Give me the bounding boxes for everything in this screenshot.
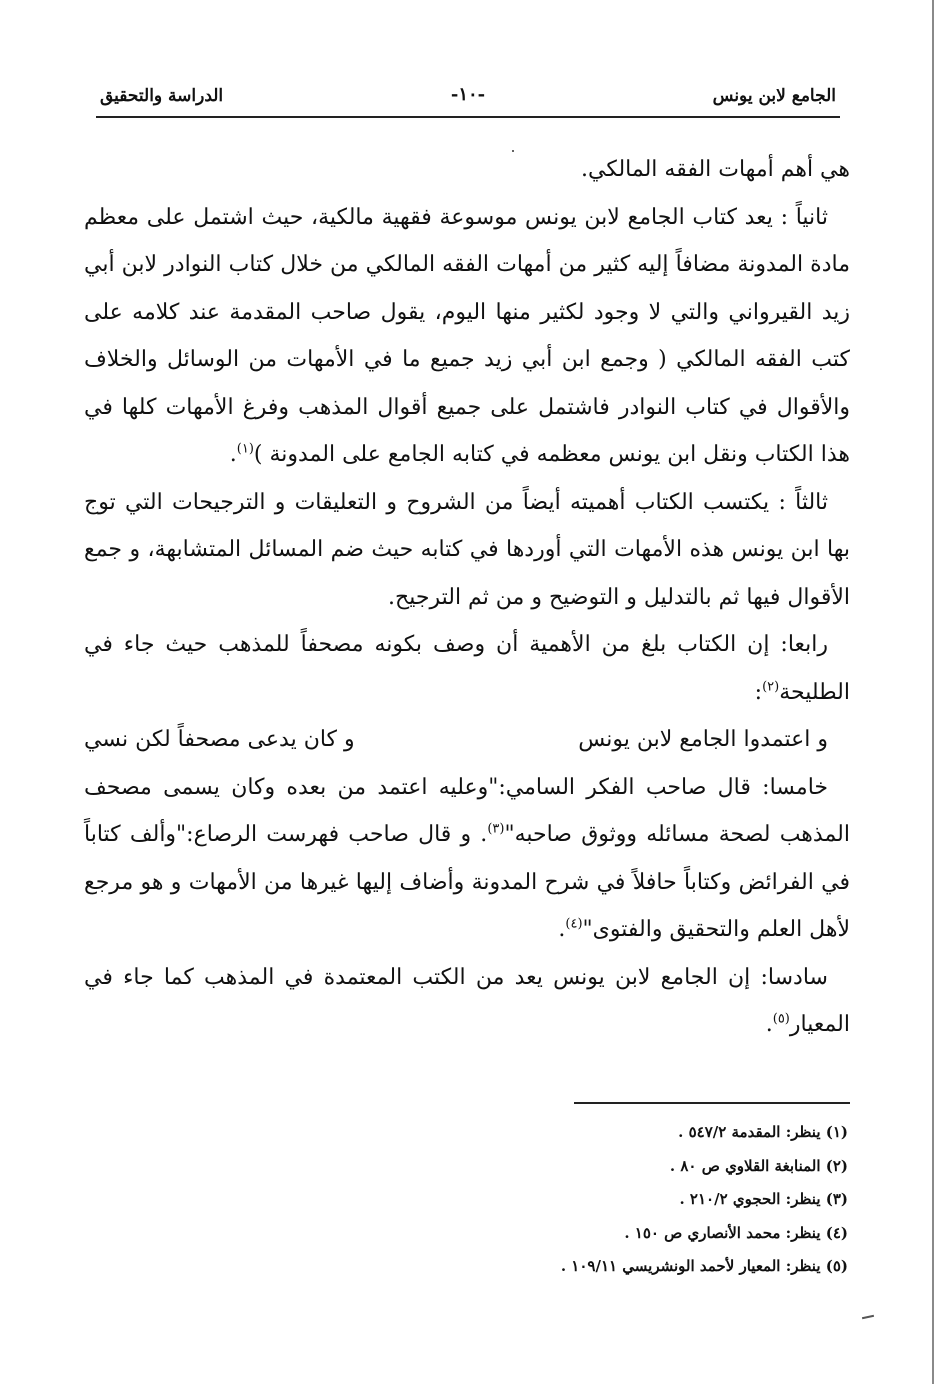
header-book-title: الجامع لابن يونس [712, 86, 836, 106]
footnote-item: (٥) ينظر: المعيار لأحمد الونشريسي ١٠٩/١١ . [560, 1257, 848, 1275]
footnote-ref: (٢) [762, 679, 780, 695]
paragraph-text: ثانياً : يعد كتاب الجامع لابن يونس موسوعة فقهية مالكية، حيث اشتمل على معظم مادة المدونة مضافاً إليه كثير من أمهات الفقه المالكي من خلال كتاب النوادر لابن أبي زيد القيرواني والتي لا وجود لكثير منها اليوم، يقول صاحب المقدمة عند كلامه على كتب الفقه المالكي ( وجمع ابن أبي زيد جميع ما في الأمهات من الوسائل والخلاف والأقوال في كتاب النوادر فاشتمل على جميع أقوال المذهب وفرغ الأمهات كلها في هذا الكتاب ونقل ابن يونس معظمه في كتابه الجامع على المدونة ) [84, 204, 851, 467]
footnote-ref: (٤) [565, 916, 583, 932]
footnote-item: (٤) ينظر: محمد الأنصاري ص ١٥٠ . [624, 1223, 848, 1242]
body-text [84, 146, 850, 1049]
punctuation: . [765, 1012, 773, 1037]
running-header [100, 82, 836, 112]
verse-second-hemistich: و كان يدعى مصحفاً لكن نسي [84, 727, 355, 752]
paragraph [84, 479, 850, 622]
punctuation: . [229, 442, 237, 467]
paragraph [84, 621, 850, 716]
footnote-ref: (٥) [772, 1011, 790, 1027]
paragraph-text: . و قال صاحب فهرست الرصاع:"وألف كتاباً في الفرائض وكتاباً حافلاً في شرح المدونة وأضاف إليها غيرها من الأمهات و هو مرجع لأهل العلم والتحقيق والفتوى" [84, 822, 850, 942]
punctuation: : [754, 679, 763, 705]
paragraph-text: هي أهم أمهات الفقه المالكي. [580, 157, 850, 182]
paragraph [84, 764, 850, 954]
scan-speck [862, 1315, 874, 1319]
poetry-verse [84, 716, 850, 764]
header-rule [96, 116, 840, 118]
paragraph [84, 146, 850, 194]
paragraph-text: خامسا: قال صاحب الفكر السامي:"وعليه اعتمد من بعده وكان يسمى مصحف المذهب لصحة مسائله ووثوق صاحبه" [84, 774, 850, 847]
footnote-item: (٣) ينظر: الحجوي ٢١٠/٢ . [679, 1190, 848, 1208]
punctuation: . [558, 917, 566, 942]
footnote-ref: (٣) [487, 821, 505, 837]
page-number: -١٠- [450, 84, 486, 105]
footnotes [300, 1116, 848, 1284]
scan-edge-line [932, 0, 934, 1384]
paragraph-text: رابعا: إن الكتاب بلغ من الأهمية أن وصف بكونه مصحفاً للمذهب حيث جاء في الطليحة [84, 632, 850, 705]
footnote-item: (٢) المنابغة القلاوي ص ٨٠ . [669, 1156, 848, 1175]
verse-first-hemistich: و اعتمدوا الجامع لابن يونس [578, 727, 828, 752]
footnote-separator [574, 1102, 850, 1104]
paragraph-text: ثالثاً : يكتسب الكتاب أهميته أيضاً من الشروح و التعليقات و الترجيحات التي توج بها ابن يونس هذه الأمهات التي أوردها في كتابه حيث ضم المسائل المتشابهة، و جمع الأقوال فيها ثم بالتدليل و التوضيح و من ثم الترجيح. [84, 489, 850, 610]
footnote-item: (١) ينظر: المقدمة ٥٤٧/٢ . [678, 1123, 848, 1141]
footnote-ref: (١) [236, 441, 254, 457]
paragraph [84, 194, 850, 479]
paragraph-text: سادسا: إن الجامع لابن يونس يعد من الكتب المعتمدة في المذهب كما جاء في المعيار [84, 964, 850, 1037]
paragraph [84, 954, 850, 1049]
header-section-title: الدراسة والتحقيق [100, 86, 224, 106]
